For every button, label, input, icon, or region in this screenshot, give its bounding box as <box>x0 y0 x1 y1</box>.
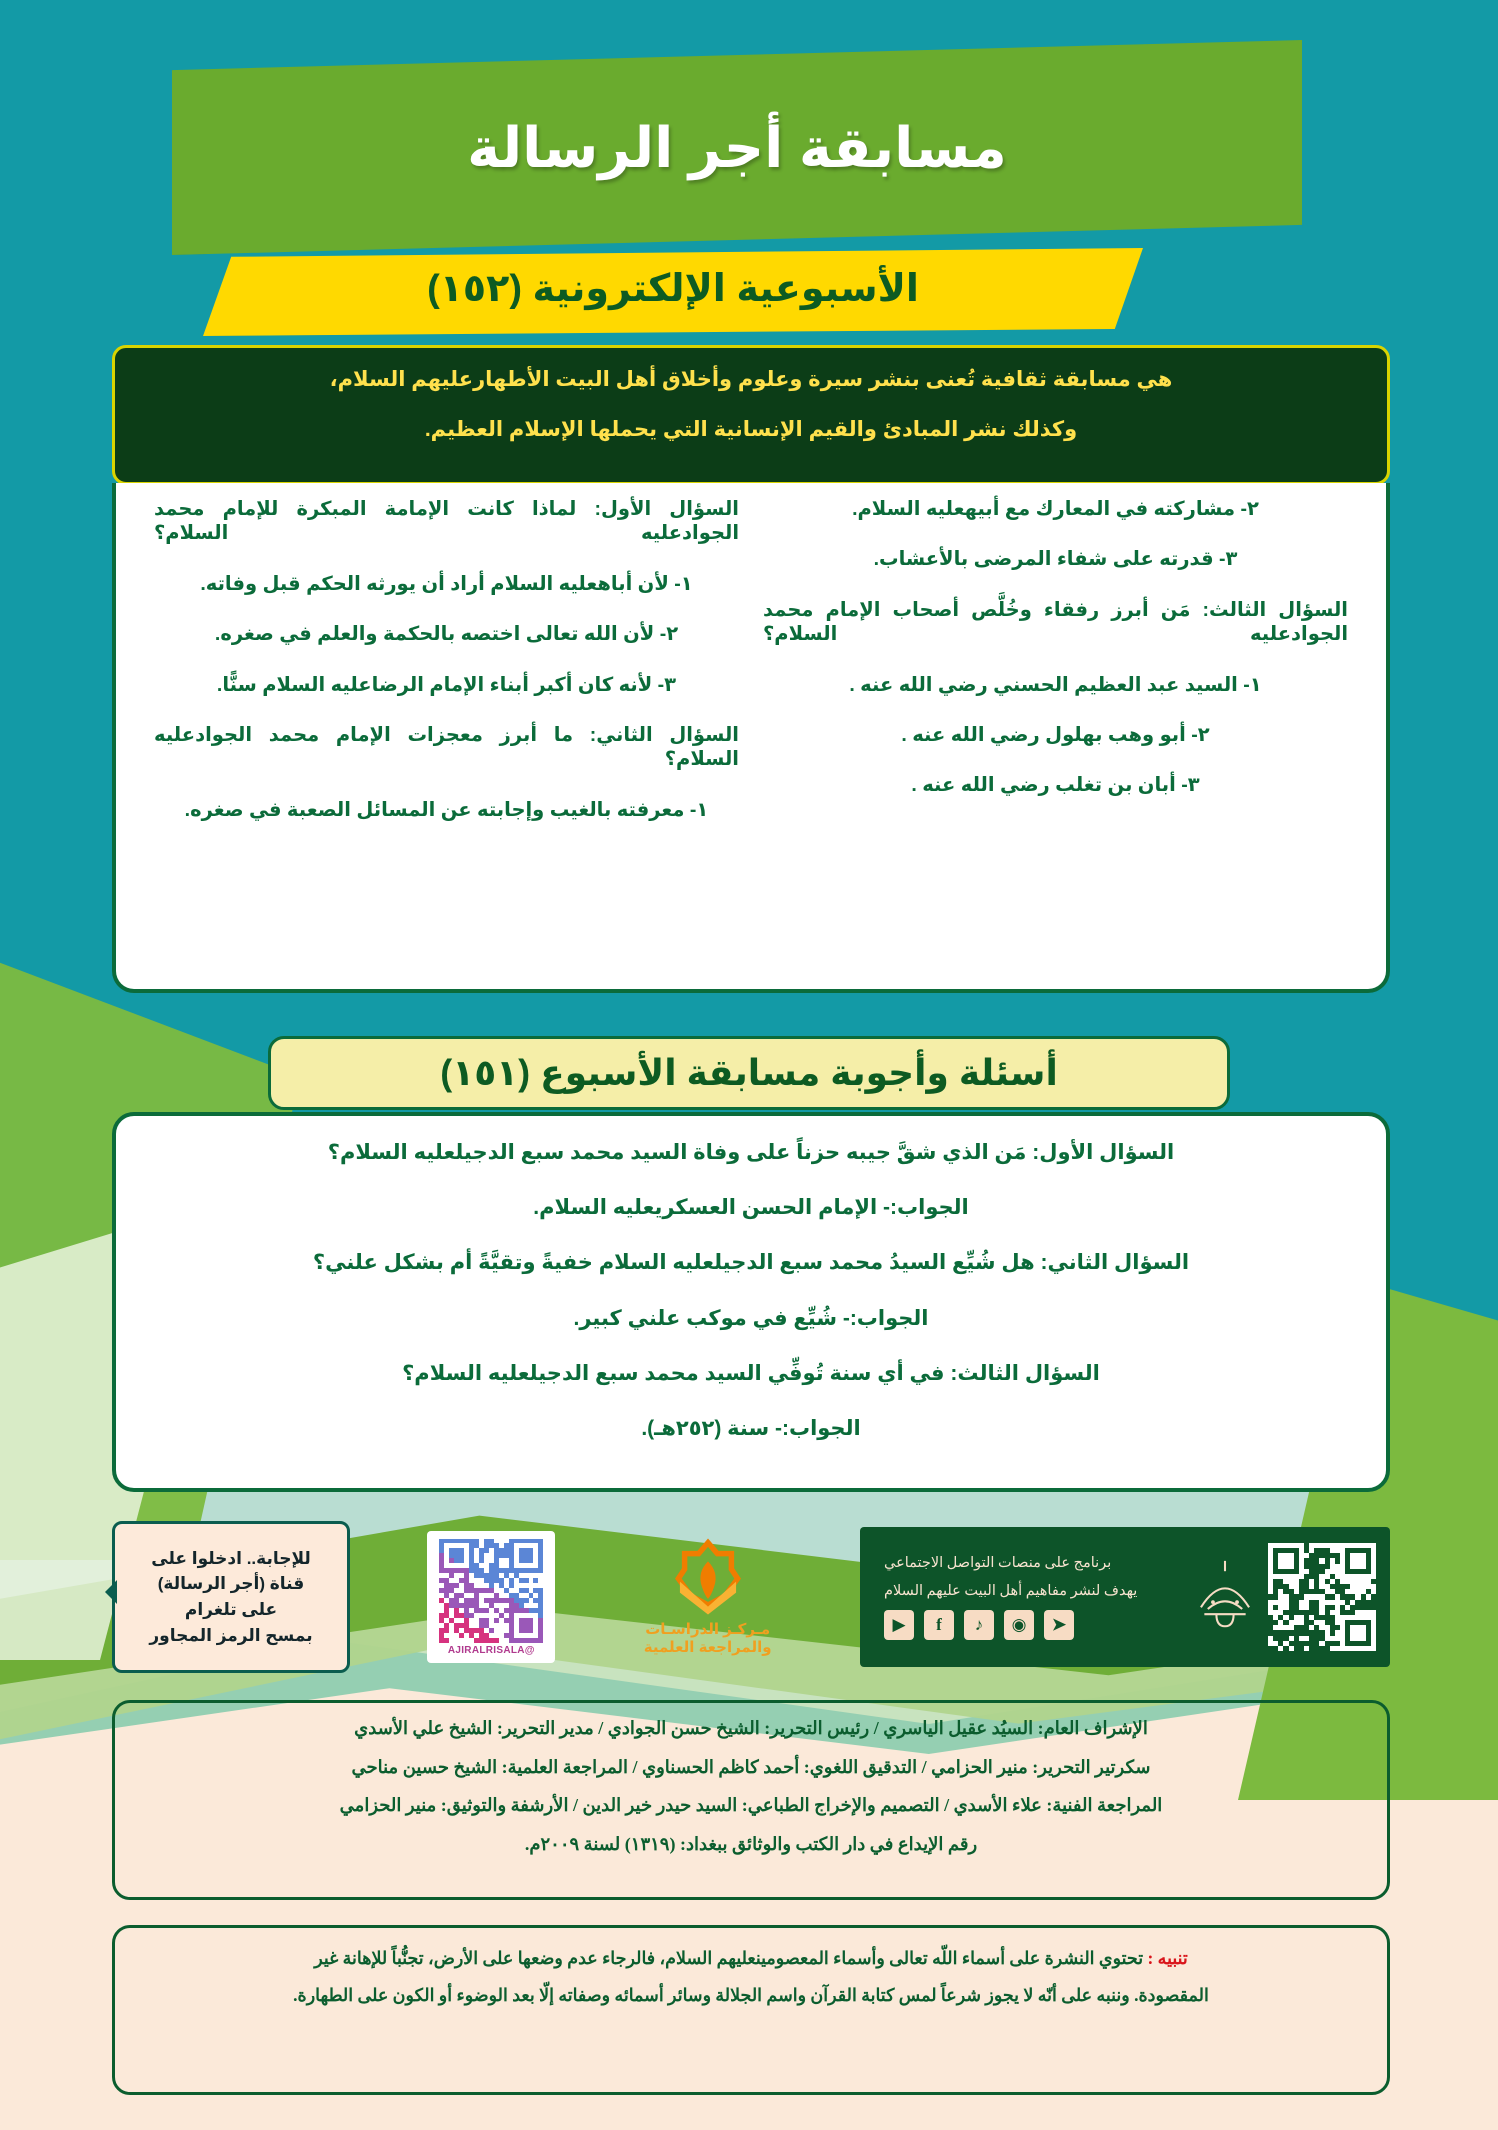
q2-answer-3: ٣- قدرته على شفاء المرضى بالأعشاب. <box>873 548 1238 571</box>
credits-box <box>112 1700 1390 1900</box>
q2-question: السؤال الثاني: ما أبرز معجزات الإمام محمد الجوادعليه السلام؟ <box>154 723 739 771</box>
social-card-text <box>874 1554 1182 1639</box>
current-quiz-panel <box>112 483 1390 993</box>
telegram-qr-card[interactable] <box>427 1531 555 1663</box>
center-logo-block <box>633 1538 783 1656</box>
facebook-icon[interactable]: f <box>924 1610 954 1640</box>
credit-line-2: سكرتير التحرير: منير الحزامي / التدقيق اللغوي: أحمد كاظم الحسناوي / المراجعة العلمية: الشيخ حسين مناحي <box>351 1756 1151 1777</box>
q1-answer-3: ٣- لأنه كان أكبر أبناء الإمام الرضاعليه السلام سنًّا. <box>216 673 677 696</box>
bubble-line-3: على تلغرام <box>184 1600 278 1619</box>
telegram-icon[interactable]: ➤ <box>1044 1610 1074 1640</box>
q3-question: السؤال الثالث: مَن أبرز رفقاء وخُلَّص أصحاب الإمام محمد الجوادعليه السلام؟ <box>763 598 1348 646</box>
q3-answer-3: ٣- أبان بن تغلب رضي الله عنه . <box>911 774 1200 797</box>
q2-answer-2: ٢- مشاركته في المعارك مع أبيهعليه السلام. <box>852 498 1259 520</box>
notice-text-1: تحتوي النشرة على أسماء اللّه تعالى وأسماء المعصومينعليهم السلام، فالرجاء عدم وضعها على الأرض، تجنُّباً للإهانة غير <box>314 1948 1144 1968</box>
prev-q1-answer: الجواب:- الإمام الحسن العسكريعليه السلام. <box>533 1196 969 1220</box>
notice-line-1 <box>145 1946 1357 1971</box>
prev-q3-question: السؤال الثالث: في أي سنة تُوفِّي السيد محمد سبع الدجيلعليه السلام؟ <box>402 1361 1100 1385</box>
instagram-icon[interactable]: ◉ <box>1004 1610 1034 1640</box>
page-title: مسابقة أجر الرسالة <box>467 116 1007 179</box>
q2-answer-1: ١- معرفته بالغيب وإجابته عن المسائل الصعبة في صغره. <box>184 798 709 821</box>
intro-line-2: وكذلك نشر المبادئ والقيم الإنسانية التي يحملها الإسلام العظيم. <box>424 417 1078 441</box>
telegram-qr-code[interactable] <box>439 1539 543 1643</box>
bubble-line-4: بمسح الرمز المجاور <box>149 1625 313 1645</box>
social-qr-code[interactable] <box>1268 1543 1376 1651</box>
center-logo-line-2: والمراجعة العلمية <box>643 1638 772 1656</box>
credit-line-3: المراجعة الفنية: علاء الأسدي / التصميم والإخراج الطباعي: السيد حيدر خير الدين / الأرشفة والتوثيق: منير الحزامي <box>339 1795 1163 1815</box>
quiz-column-left <box>751 497 1360 979</box>
social-icon-row <box>884 1610 1074 1640</box>
youtube-icon[interactable]: ▶ <box>884 1610 914 1640</box>
ahlulbayt-calligraphy-icon <box>1182 1551 1268 1643</box>
credit-line-1: الإشراف العام: السيُد عقيل الياسري / رئيس التحرير: الشيخ حسن الجوادي / مدير التحرير: الشيخ علي الأسدي <box>354 1718 1148 1738</box>
previous-quiz-panel <box>112 1112 1390 1492</box>
bubble-line-1: للإجابة.. ادخلوا على <box>151 1548 311 1568</box>
credit-line-4: رقم الإيداع في دار الكتب والوثائق ببغداد: (١٣١٩) لسنة ٢٠٠٩م. <box>524 1833 978 1854</box>
q3-answer-2: ٢- أبو وهب بهلول رضي الله عنه . <box>901 723 1210 746</box>
q1-question: السؤال الأول: لماذا كانت الإمامة المبكرة للإمام محمد الجوادعليه السلام؟ <box>154 498 739 545</box>
previous-quiz-header <box>268 1036 1230 1110</box>
previous-quiz-title: أسئلة وأجوبة مسابقة الأسبوع (١٥١) <box>440 1052 1058 1093</box>
notice-box <box>112 1925 1390 2095</box>
prev-q2-answer: الجواب:- شُيِّع في موكب علني كبير. <box>573 1306 929 1330</box>
q1-answer-1: ١- لأن أباهعليه السلام أراد أن يورثه الحكم قبل وفاته. <box>200 572 693 595</box>
social-media-card <box>860 1527 1390 1667</box>
quiz-column-right <box>142 497 751 979</box>
center-logo-icon <box>668 1538 748 1616</box>
prev-q2-question: السؤال الثاني: هل شُيِّع السيدُ محمد سبع الدجيلعليه السلام خفيةً وتقيَّةً أم بشكل علني؟ <box>312 1251 1190 1275</box>
notice-line-2: المقصودة. وننبه على أنّه لا يجوز شرعاً لمس كتابة القرآن واسم الجلالة وسائر أسمائه وصفاته إلّا بعد الوضوء أو الكون على الطهارة. <box>293 1985 1209 2006</box>
q3-answer-1: ١- السيد عبد العظيم الحسني رضي الله عنه . <box>849 673 1262 696</box>
telegram-handle: @AJIRALRISALA <box>447 1644 535 1656</box>
intro-box <box>112 345 1390 485</box>
prev-q1-question: السؤال الأول: مَن الذي شقَّ جيبه حزناً على وفاة السيد محمد سبع الدجيلعليه السلام؟ <box>327 1141 1175 1164</box>
social-card-line-2: يهدف لنشر مفاهيم أهل البيت عليهم السلام <box>884 1583 1138 1599</box>
bubble-line-2: قناة (أجر الرسالة) <box>157 1574 305 1594</box>
intro-line-1: هي مسابقة ثقافية تُعنى بنشر سيرة وعلوم وأخلاق أهل البيت الأطهارعليهم السلام، <box>329 368 1173 391</box>
center-logo-line-1: مـركـز الدراسـات <box>645 1621 771 1639</box>
center-logo-text <box>644 1621 772 1656</box>
notice-label: تنبيه : <box>1147 1948 1188 1968</box>
page-subtitle: الأسبوعية الإلكترونية (١٥٢) <box>427 268 919 310</box>
prev-q3-answer: الجواب:- سنة (٢٥٢هـ). <box>641 1416 861 1440</box>
social-card-line-1: برنامج على منصات التواصل الاجتماعي <box>884 1555 1112 1572</box>
answer-instructions-bubble <box>112 1521 350 1673</box>
footer-media-strip <box>112 1512 1390 1682</box>
tiktok-icon[interactable]: ♪ <box>964 1610 994 1640</box>
q1-answer-2: ٢- لأن الله تعالى اختصه بالحكمة والعلم في صغره. <box>214 623 679 646</box>
